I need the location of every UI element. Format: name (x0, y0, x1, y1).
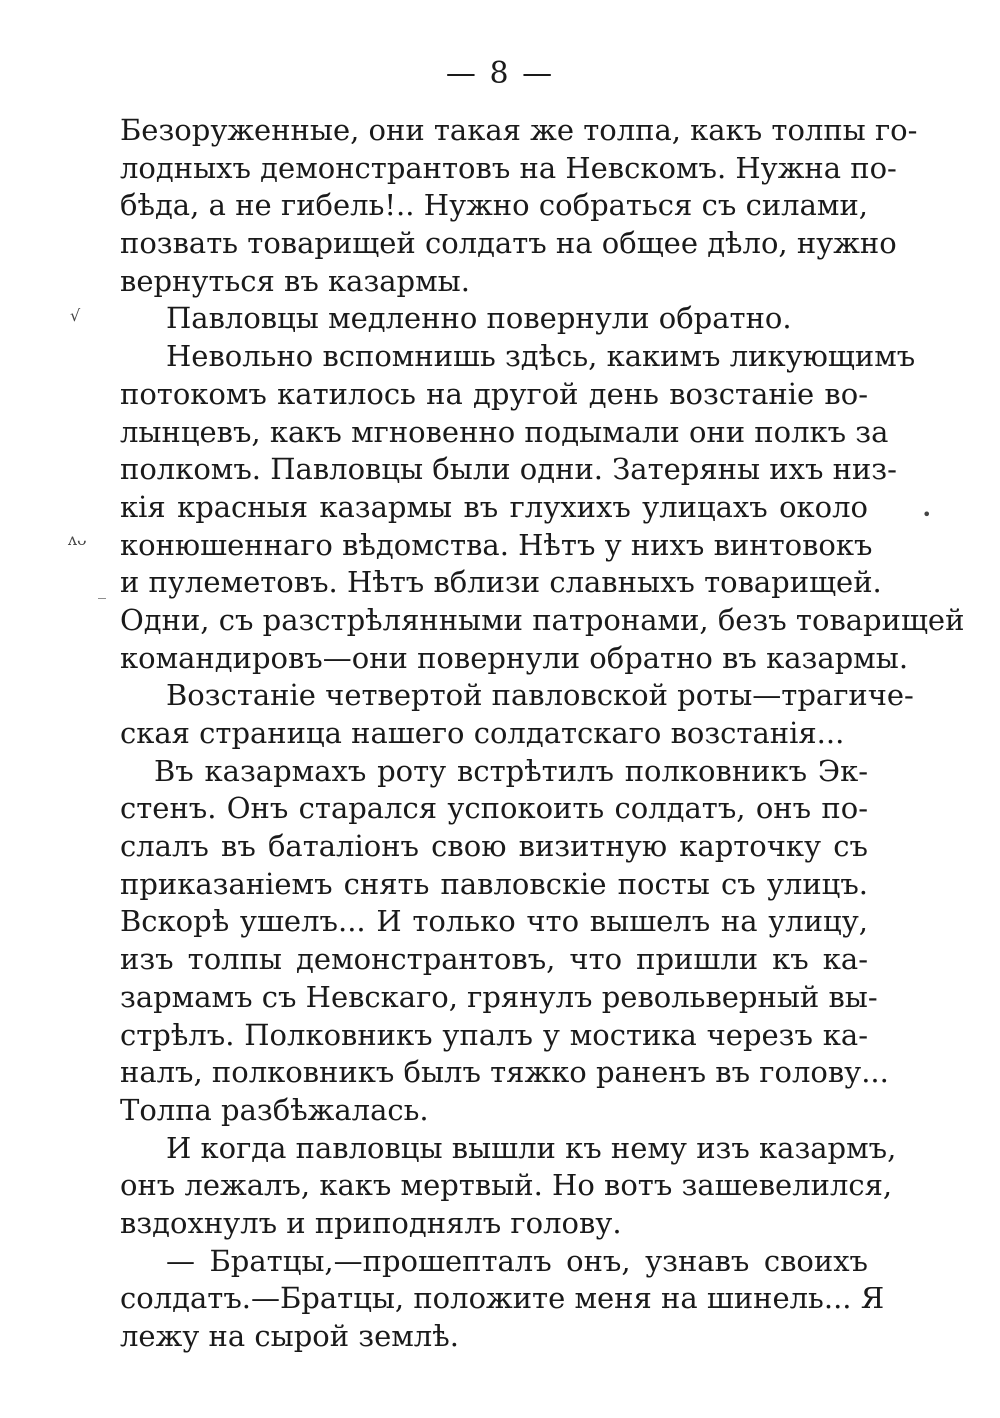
text-line: Вскорѣ ушелъ... И только что вышелъ на улицу, (120, 904, 868, 939)
text-line: и пулеметовъ. Нѣтъ вблизи славныхъ товарищей. (120, 565, 882, 600)
text-line: Толпа разбѣжалась. (120, 1092, 429, 1127)
text-line: — Братцы,—прошепталъ онъ, узнавъ своихъ (166, 1243, 868, 1278)
text-line: солдатъ.—Братцы, положите меня на шинель... Я (120, 1281, 885, 1316)
text-line: ская страница нашего солдатскаго возстанія... (120, 716, 845, 750)
margin-mark: _ (98, 580, 106, 599)
page-number: — 8 — (445, 56, 555, 91)
text-line: бѣда, а не гибель!.. Нужно собраться съ силами, (120, 188, 868, 223)
margin-mark: ᴧᴗ (68, 530, 87, 549)
text-line: И когда павловцы вышли къ нему изъ казармъ, (166, 1130, 897, 1165)
text-line: полкомъ. Павловцы были одни. Затеряны ихъ низ- (120, 452, 897, 487)
text-line: позвать товарищей солдатъ на общее дѣло, нужно (120, 226, 897, 261)
text-line: изъ толпы демонстрантовъ, что пришли къ ка- (120, 942, 868, 977)
text-line: стенъ. Онъ старался успокоить солдатъ, онъ по- (120, 791, 868, 826)
text-line: Невольно вспомнишь здѣсь, какимъ ликующимъ (166, 339, 916, 374)
text-line: лынцевъ, какъ мгновенно подымали они полкъ за (120, 414, 889, 449)
text-line: командировъ—они повернули обратно въ казармы. (120, 640, 909, 675)
text-line: Въ казармахъ роту встрѣтилъ полковникъ Эк- (154, 753, 868, 788)
text-line: конюшеннаго вѣдомства. Нѣтъ у нихъ винтовокъ (120, 527, 873, 562)
text-line: стрѣлъ. Полковникъ упалъ у мостика черезъ ка- (120, 1017, 868, 1052)
body-text (120, 112, 965, 1356)
text-line: вернуться въ казармы. (120, 263, 470, 298)
text-line: зармамъ съ Невскаго, грянулъ револьверный вы- (120, 979, 878, 1014)
text-line: лодныхъ демонстрантовъ на Невскомъ. Нужна по- (120, 150, 897, 185)
text-line: онъ лежалъ, какъ мертвый. Но вотъ зашевелился, (120, 1168, 893, 1203)
text-line: приказаніемъ снять павловскіе посты съ улицъ. (120, 866, 868, 901)
text-line: слалъ въ баталіонъ свою визитную карточку съ (120, 829, 868, 864)
margin-mark: • (922, 505, 932, 524)
text-line: вздохнулъ и приподнялъ голову. (120, 1205, 622, 1240)
text-line: налъ, полковникъ былъ тяжко раненъ въ голову... (120, 1055, 889, 1090)
text-line: Безоруженные, они такая же толпа, какъ толпы го- (120, 113, 918, 147)
text-line: Павловцы медленно повернули обратно. (166, 301, 792, 336)
text-line: кія красныя казармы въ глухихъ улицахъ около (120, 489, 868, 524)
text-line: лежу на сырой землѣ. (120, 1319, 459, 1353)
text-line: Возстаніе четвертой павловской роты—трагиче- (166, 678, 914, 713)
margin-mark: √ (70, 306, 81, 325)
text-line: потокомъ катилось на другой день возстаніе во- (120, 376, 868, 411)
text-line: Одни, съ разстрѣлянными патронами, безъ товарищей (120, 602, 965, 637)
